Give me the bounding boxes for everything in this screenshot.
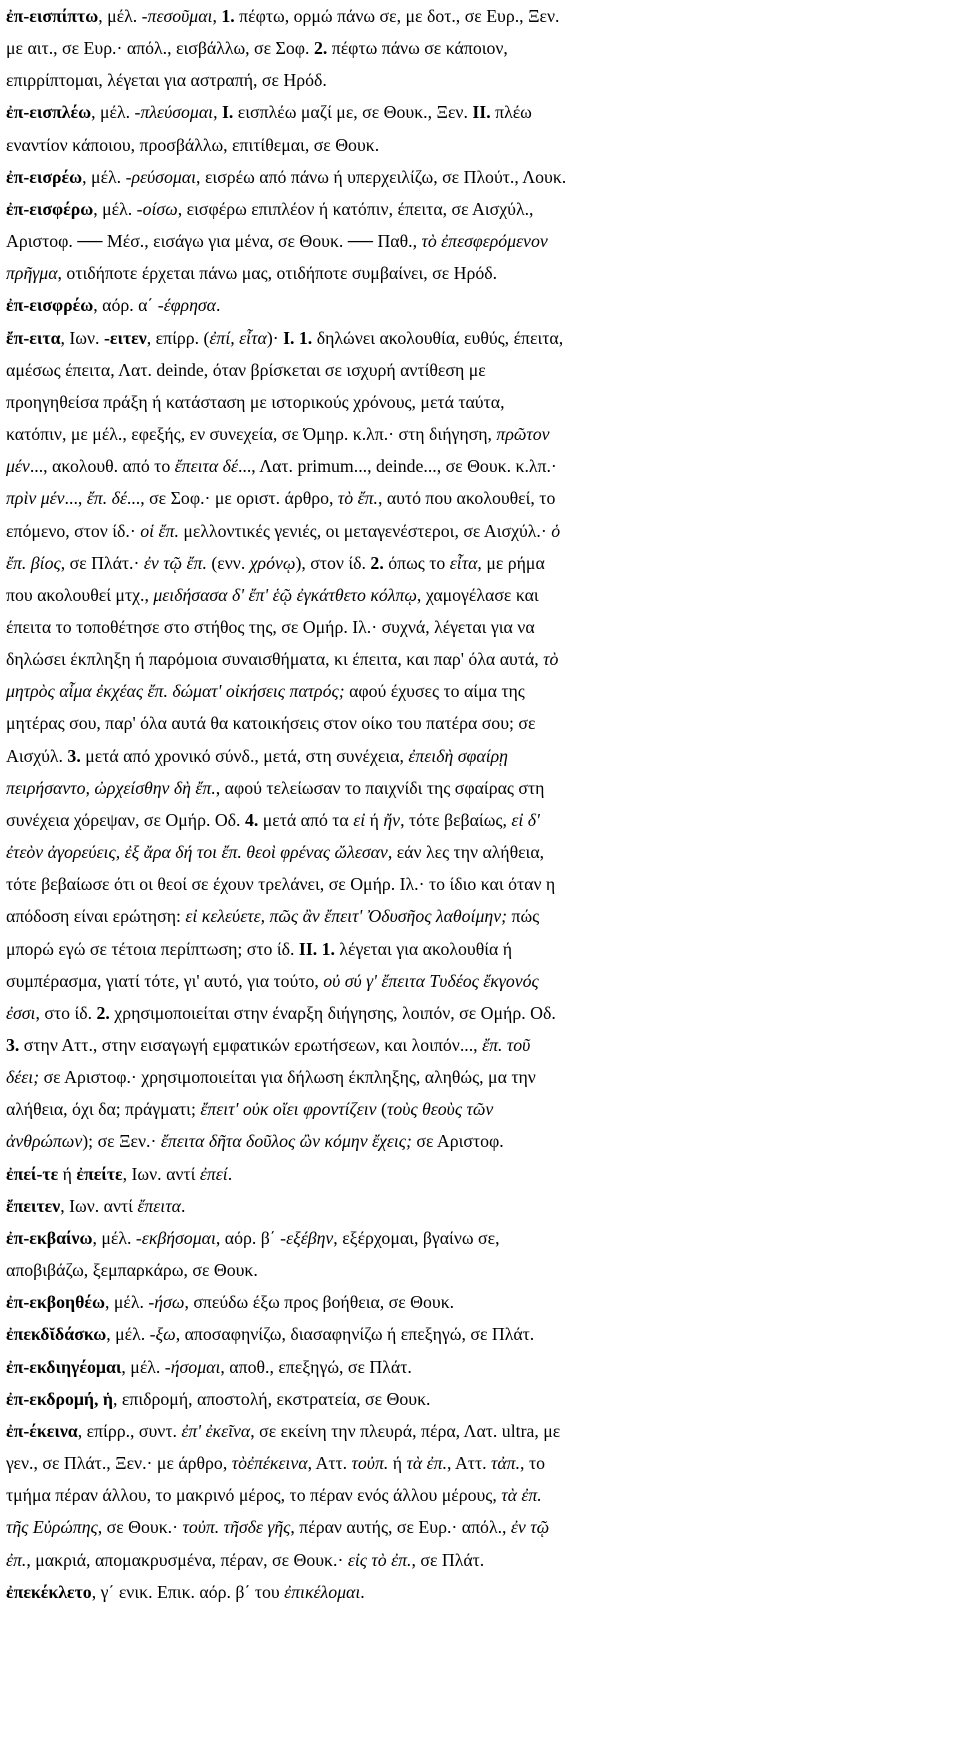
italic-text: πρὶν μέν [6,488,65,509]
definition-text: πέφτω πάνω σε κάποιον, [327,38,508,59]
definition-text: συμπέρασμα, γιατί τότε, γι' αυτό, για τούτο, [6,970,324,991]
definition-text: , Ιων. αντί [60,1195,138,1216]
italic-text: ἐσσι [6,1002,36,1023]
definition-text: συνέχεια χόρεψαν, σε Ομήρ. Οδ. [6,809,245,830]
definition-text: , Ιων. [60,327,104,348]
italic-text: ἔπ. δέ [86,488,127,509]
definition-text: εναντίον κάποιου, προσβάλλω, επιτίθεμαι, σε Θουκ. [6,134,380,155]
definition-text: ή [365,809,384,830]
italic-text: ἐπ. [6,1549,27,1570]
definition-text: , μέλ. [106,1324,150,1345]
entry-headword: II. [472,102,491,123]
italic-text: ἔπειτα [137,1195,181,1216]
text-line [6,64,958,96]
definition-text: , σε εκείνη την πλευρά, πέρα, Λατ. ultra, με [250,1420,561,1441]
text-line [6,1158,958,1190]
definition-text: στην Αττ., στην εισαγωγή εμφατικών ερωτήσεων, και λοιπόν..., [19,1035,483,1055]
entry-headword: ἐπ-εισρέω [6,166,83,187]
definition-text: που ακολουθεί μτχ., [6,584,154,605]
italic-text: -έφρησα [157,295,217,316]
italic-text: εἰς τὸ ἐπ. [347,1549,412,1570]
definition-text: , το [520,1453,545,1474]
definition-text: (ενν. [206,552,250,573]
entry-headword: 2. [313,38,328,59]
definition-text: ); σε Ξεν.· [82,1131,161,1152]
text-line [6,0,958,32]
italic-text: τοὐπ. [351,1453,389,1474]
entry-headword: ἐπ-εισφέρω [6,198,94,219]
italic-text: μέν [6,456,30,477]
italic-text: μητρὸς αἷμα ἐκχέας ἔπ. δώματ' οἰκήσεις πατρός; [6,681,345,702]
definition-text: αλήθεια, όχι δα; πράγματι; [6,1099,201,1120]
text-line [6,418,958,450]
text-line [6,1029,958,1061]
text-line [6,1415,958,1447]
text-line [6,1286,958,1318]
italic-text: -ξω [149,1324,176,1345]
definition-text: , σε Πλάτ.· [60,552,144,573]
definition-text: σε Αριστοφ. [411,1131,504,1152]
italic-text: πρῆγμα [6,263,58,284]
text-line [6,836,958,868]
definition-text: . [180,1195,186,1216]
definition-text: Αισχύλ. [6,745,68,766]
italic-text: εἶτα [449,552,478,573]
text-line [6,1576,958,1608]
italic-text: οἱ ἔπ. [140,520,179,541]
italic-text: τἀπ. [490,1453,521,1474]
text-line [6,450,958,482]
entry-headword: I. 1. [283,327,313,348]
text-line [6,1318,958,1350]
definition-text: , σε Θουκ.· [97,1517,183,1538]
definition-text: έπειτα το τοποθέτησε στο στήθος της, σε Ομήρ. Ιλ.· συχνά, λέγεται για να [6,616,535,637]
text-line [6,96,958,128]
definition-text: απόδοση είναι ερώτηση: [6,906,186,927]
italic-text: -πλεύσομαι [134,102,214,123]
definition-text: , μέλ. [82,166,126,187]
entry-headword: 3. [67,745,81,766]
definition-text: σε Αριστοφ.· χρησιμοποιείται για δήλωση έκπληξης, αληθώς, μα την [39,1067,536,1088]
definition-text: εισπλέω μαζί με, σε Θουκ., Ξεν. [233,102,473,123]
italic-text: ἐπ' ἐκεῖνα [181,1420,251,1441]
italic-text: -ρεύσομαι [125,166,197,187]
italic-text: -εκβήσομαι [135,1227,216,1248]
definition-text: πλέω [490,102,532,123]
definition-text: αμέσως έπειτα, Λατ. deinde, όταν βρίσκεται σε ισχυρή αντίθεση με [6,359,486,380]
italic-text: ἐν τῷ [510,1517,550,1538]
definition-text: ..., ακολουθ. από το [29,456,175,477]
italic-text: -ήσομαι [164,1356,221,1377]
definition-text: . [227,1163,233,1184]
definition-text: , μέλ. [98,6,142,26]
definition-text: . [360,1581,365,1602]
definition-text: , σπεύδω έξω προς βοήθεια, σε Θουκ. [184,1292,455,1313]
definition-text: , [213,102,222,123]
italic-text: ἤν [383,809,401,830]
entry-headword: -ειτεν [103,327,147,348]
definition-text: , επίρρ., συντ. [77,1420,182,1441]
definition-text: ..., [64,488,87,509]
italic-text: -οίσω [136,198,178,219]
text-line [6,1254,958,1286]
definition-text: , μέλ. [93,198,137,219]
text-line [6,740,958,772]
definition-text: μετά από τα [258,809,354,830]
definition-text: , πέραν αυτής, σε Ευρ.· απόλ., [290,1517,511,1538]
italic-text: ἐπί, εἶτα [209,327,267,348]
text-line [6,1479,958,1511]
definition-text: μελλοντικές γενιές, οι μεταγενέστεροι, σε Αισχύλ.· [178,520,552,541]
italic-text: ὁ [551,520,561,541]
text-line [6,675,958,707]
entry-headword: II. 1. [298,938,335,959]
definition-text: , μέλ. [104,1292,149,1313]
definition-text: δηλώνει ακολουθία, ευθύς, έπειτα, [312,327,564,348]
definition-text: όπως το [383,552,450,573]
text-line [6,225,958,257]
text-line [6,707,958,739]
definition-text: , τότε βεβαίως, [400,809,512,830]
text-line [6,547,958,579]
entry-headword: ἐπ-εισπίπτω [6,6,99,26]
entry-headword: ἔπειτεν [6,1195,61,1216]
text-line [6,515,958,547]
definition-text: , μέλ. [92,1227,136,1248]
definition-text: , αυτό που ακολουθεί, το [377,488,556,509]
definition-text: με αιτ., σε Ευρ.· απόλ., εισβάλλω, σε Σοφ. [6,38,314,59]
italic-text: εἰ κελεύετε, πῶς ἂν ἔπειτ' Ὀδυσῆος λαθοίμην; [185,906,508,927]
italic-text: πρῶτον [496,424,550,445]
text-line [6,32,958,64]
text-line [6,386,958,418]
italic-text: ἐπεί [199,1163,228,1184]
italic-text: μειδήσασα δ' ἔπ' ἑῷ ἐγκάτθετο κόλπῳ [153,584,417,605]
definition-text: δηλώσει έκπληξη ή παρόμοια συναισθήματα, κι έπειτα, και παρ' όλα αυτά, [6,649,544,670]
definition-text: επιρρίπτομαι, λέγεται για αστραπή, σε Ηρόδ. [6,70,327,91]
entry-headword: 3. [6,1035,20,1055]
text-line [6,611,958,643]
definition-text: αποβιβάζω, ξεμπαρκάρω, σε Θουκ. [6,1260,258,1281]
italic-text: -πεσοῦμαι [141,6,213,26]
text-line [6,1511,958,1543]
definition-text: , γ΄ ενικ. Επικ. αόρ. β΄ του [91,1581,285,1602]
text-line [6,482,958,514]
text-line [6,289,958,321]
definition-text: , Ιων. αντί [122,1163,200,1184]
entry-headword: 2. [96,1002,110,1023]
definition-text: , μέλ. [121,1356,165,1377]
entry-headword: 2. [370,552,384,573]
definition-text: , χαμογέλασε και [416,584,539,605]
italic-text: πειρήσαντο, ὠρχείσθην δὴ ἔπ. [6,777,216,798]
entry-headword: ἔπ-ειτα [6,327,61,348]
italic-text: τὰ ἐπ. [406,1453,448,1474]
text-line [6,643,958,675]
entry-headword: ἐπ-εισφρέω [6,295,94,316]
definition-text: γεν., σε Πλάτ., Ξεν.· με άρθρο, [6,1453,232,1474]
italic-text: -ήσω [148,1292,185,1313]
definition-text: ..., Λατ. primum..., deinde..., σε Θουκ. κ.λπ.· [237,456,557,477]
italic-text: ἔπειτα δῆτα δοῦλος ὢν κόμην ἔχεις; [160,1131,412,1152]
entry-headword: ἐπεκέκλετο [6,1581,92,1602]
italic-text: ἐπειδὴ σφαίρῃ [408,745,508,766]
text-line [6,1125,958,1157]
definition-text: μετά από χρονικό σύνδ., μετά, στη συνέχεια, [80,745,409,766]
text-line [6,772,958,804]
text-line [6,965,958,997]
text-line [6,900,958,932]
text-line [6,1093,958,1125]
entry-headword: ἐπεκδῐδάσκω [6,1324,107,1345]
definition-text: , αποσαφηνίζω, διασαφηνίζω ή επεξηγώ, σε Πλάτ. [175,1324,535,1345]
entry-headword: ἐπ-έκεινα [6,1420,78,1441]
text-line [6,161,958,193]
definition-text: χρησιμοποιείται στην έναρξη διήγησης, λοιπόν, σε Ομήρ. Οδ. [109,1002,556,1023]
italic-text: τὸ [543,649,559,670]
text-line [6,129,958,161]
definition-text: λέγεται για ακολουθία ή [334,938,513,959]
text-line [6,354,958,386]
definition-text: , με ρήμα [477,552,545,573]
italic-text: χρόνῳ [249,552,296,573]
italic-text: ἐτεὸν ἀγορεύεις, ἐξ ἄρα δή τοι ἔπ. θεοὶ φρένας ὤλεσαν [6,842,388,863]
definition-text: , εισφέρω επιπλέον ή κατόπιν, έπειτα, σε Αισχύλ., [177,198,534,219]
text-line [6,933,958,965]
definition-text: , Αττ. [307,1453,352,1474]
italic-text: ἐπικέλομαι [284,1581,361,1602]
text-line [6,804,958,836]
entry-headword: ἐπ-εισπλέω [6,102,92,123]
definition-text: τμήμα πέραν άλλου, το μακρινό μέρος, το πέραν ενός άλλου μέρους, [6,1485,502,1506]
text-line [6,1351,958,1383]
entry-headword: ἐπ-εκβοηθέω [6,1292,105,1313]
definition-text: , επιδρομή, αποστολή, εκστρατεία, σε Θουκ. [113,1388,431,1409]
definition-text: προηγηθείσα πράξη ή κατάσταση με ιστορικούς χρόνους, μετά ταύτα, [6,391,505,412]
text-line [6,579,958,611]
definition-text: , εισρέω από πάνω ή υπερχειλίζω, σε Πλούτ., Λουκ. [196,166,567,187]
italic-text: τῆς Εὐρώπης [6,1517,98,1538]
italic-text: ἔπειτα δέ [174,456,238,477]
definition-text: κατόπιν, με μέλ., εφεξής, εν συνεχεία, σε Όμηρ. κ.λπ.· στη διήγηση, [6,424,497,445]
text-line [6,1222,958,1254]
definition-text: μπορώ εγώ σε τέτοια περίπτωση; στο ίδ. [6,938,299,959]
italic-text: τὸἐπέκεινα [231,1453,308,1474]
definition-text: , αόρ. β΄ [215,1227,281,1248]
definition-text: επόμενο, στον ίδ.· [6,520,141,541]
entry-headword: ἐπ-εκδρομή, ἡ [6,1388,114,1409]
text-line [6,1061,958,1093]
italic-text: ἔπ. τοῦ [482,1035,531,1055]
italic-text: τὰ ἐπ. [501,1485,542,1506]
definition-text: , εάν λες την αλήθεια, [387,842,545,863]
italic-text: τοὺς θεοὺς τῶν [386,1099,494,1120]
entry-headword: ἐπ-εκβαίνω [6,1227,93,1248]
definition-text: , οτιδήποτε έρχεται πάνω μας, οτιδήποτε συμβαίνει, σε Ηρόδ. [57,263,498,284]
entry-headword: ἐπ-εκδιηγέομαι [6,1356,122,1377]
entry-headword: ἐπεί-τε [6,1163,59,1184]
italic-text: -εξέβην [280,1227,334,1248]
text-line [6,322,958,354]
definition-text: , μέλ. [91,102,135,123]
definition-text: , αφού τελείωσαν το παιχνίδι της σφαίρας στη [215,777,545,798]
definition-text: , σε Πλάτ. [411,1549,485,1570]
italic-text: δέει; [6,1067,40,1088]
definition-text: πώς [507,906,540,927]
definition-text: ..., σε Σοφ.· με οριστ. άρθρο, [126,488,338,509]
italic-text: τὸ ἔπ. [337,488,378,509]
italic-text: ἔπ. βίος [6,552,61,573]
italic-text: ἔπειτ' οὐκ οἴει φροντίζειν [200,1099,377,1120]
italic-text: τὸ ἐπεσφερόμενον [421,231,548,252]
text-line [6,997,958,1029]
text-line [6,1447,958,1479]
italic-text: τοὐπ. τῆσδε γῆς [182,1517,291,1538]
entry-headword: 4. [244,809,259,830]
italic-text: ἐν τῷ ἔπ. [143,552,207,573]
definition-text: . [216,295,221,316]
definition-text: ( [376,1099,387,1120]
entry-headword: 1. [221,6,235,26]
italic-text: οὐ σύ γ' ἔπειτα Τυδέος ἔκγονός [323,970,539,991]
definition-text: , εξέρχομαι, βγαίνω σε, [333,1227,500,1248]
definition-text: , επίρρ. ( [146,327,210,348]
italic-text: εἰ δ' [511,809,540,830]
definition-text: μητέρας σου, παρ' όλα αυτά θα κατοικήσεις στον οίκο του πατέρα σου; σε [6,713,536,734]
definition-text: , Αττ. [447,1453,491,1474]
dictionary-entries [6,0,958,1608]
entry-headword: I. [221,102,234,123]
definition-text: πέφτω, ορμώ πάνω σε, με δοτ., σε Ευρ., Ξεν. [234,6,560,26]
text-line [6,868,958,900]
definition-text: Αριστοφ. ── Μέσ., εισάγω για μένα, σε Θουκ. ── Παθ., [6,231,422,252]
entry-headword: ἐπείτε [76,1163,123,1184]
definition-text: , αόρ. α΄ [93,295,158,316]
definition-text: τότε βεβαίωσε ότι οι θεοί σε έχουν τρελάνει, σε Ομήρ. Ιλ.· το ίδιο και όταν η [6,874,556,895]
definition-text: , αποθ., επεξηγώ, σε Πλάτ. [220,1356,412,1377]
text-line [6,1383,958,1415]
text-line [6,1190,958,1222]
definition-text: , [212,6,222,26]
italic-text: ἀνθρώπων [6,1131,83,1152]
definition-text: , μακριά, απομακρυσμένα, πέραν, σε Θουκ.· [26,1549,348,1570]
text-line [6,193,958,225]
definition-text: ή [388,1453,407,1474]
definition-text: ή [58,1163,77,1184]
definition-text: , στο ίδ. [35,1002,97,1023]
text-line [6,1544,958,1576]
text-line [6,257,958,289]
definition-text: ), στον ίδ. [295,552,371,573]
definition-text: )· [266,327,284,348]
italic-text: εἰ [353,809,366,830]
definition-text: αφού έχυσες το αίμα της [344,681,525,702]
